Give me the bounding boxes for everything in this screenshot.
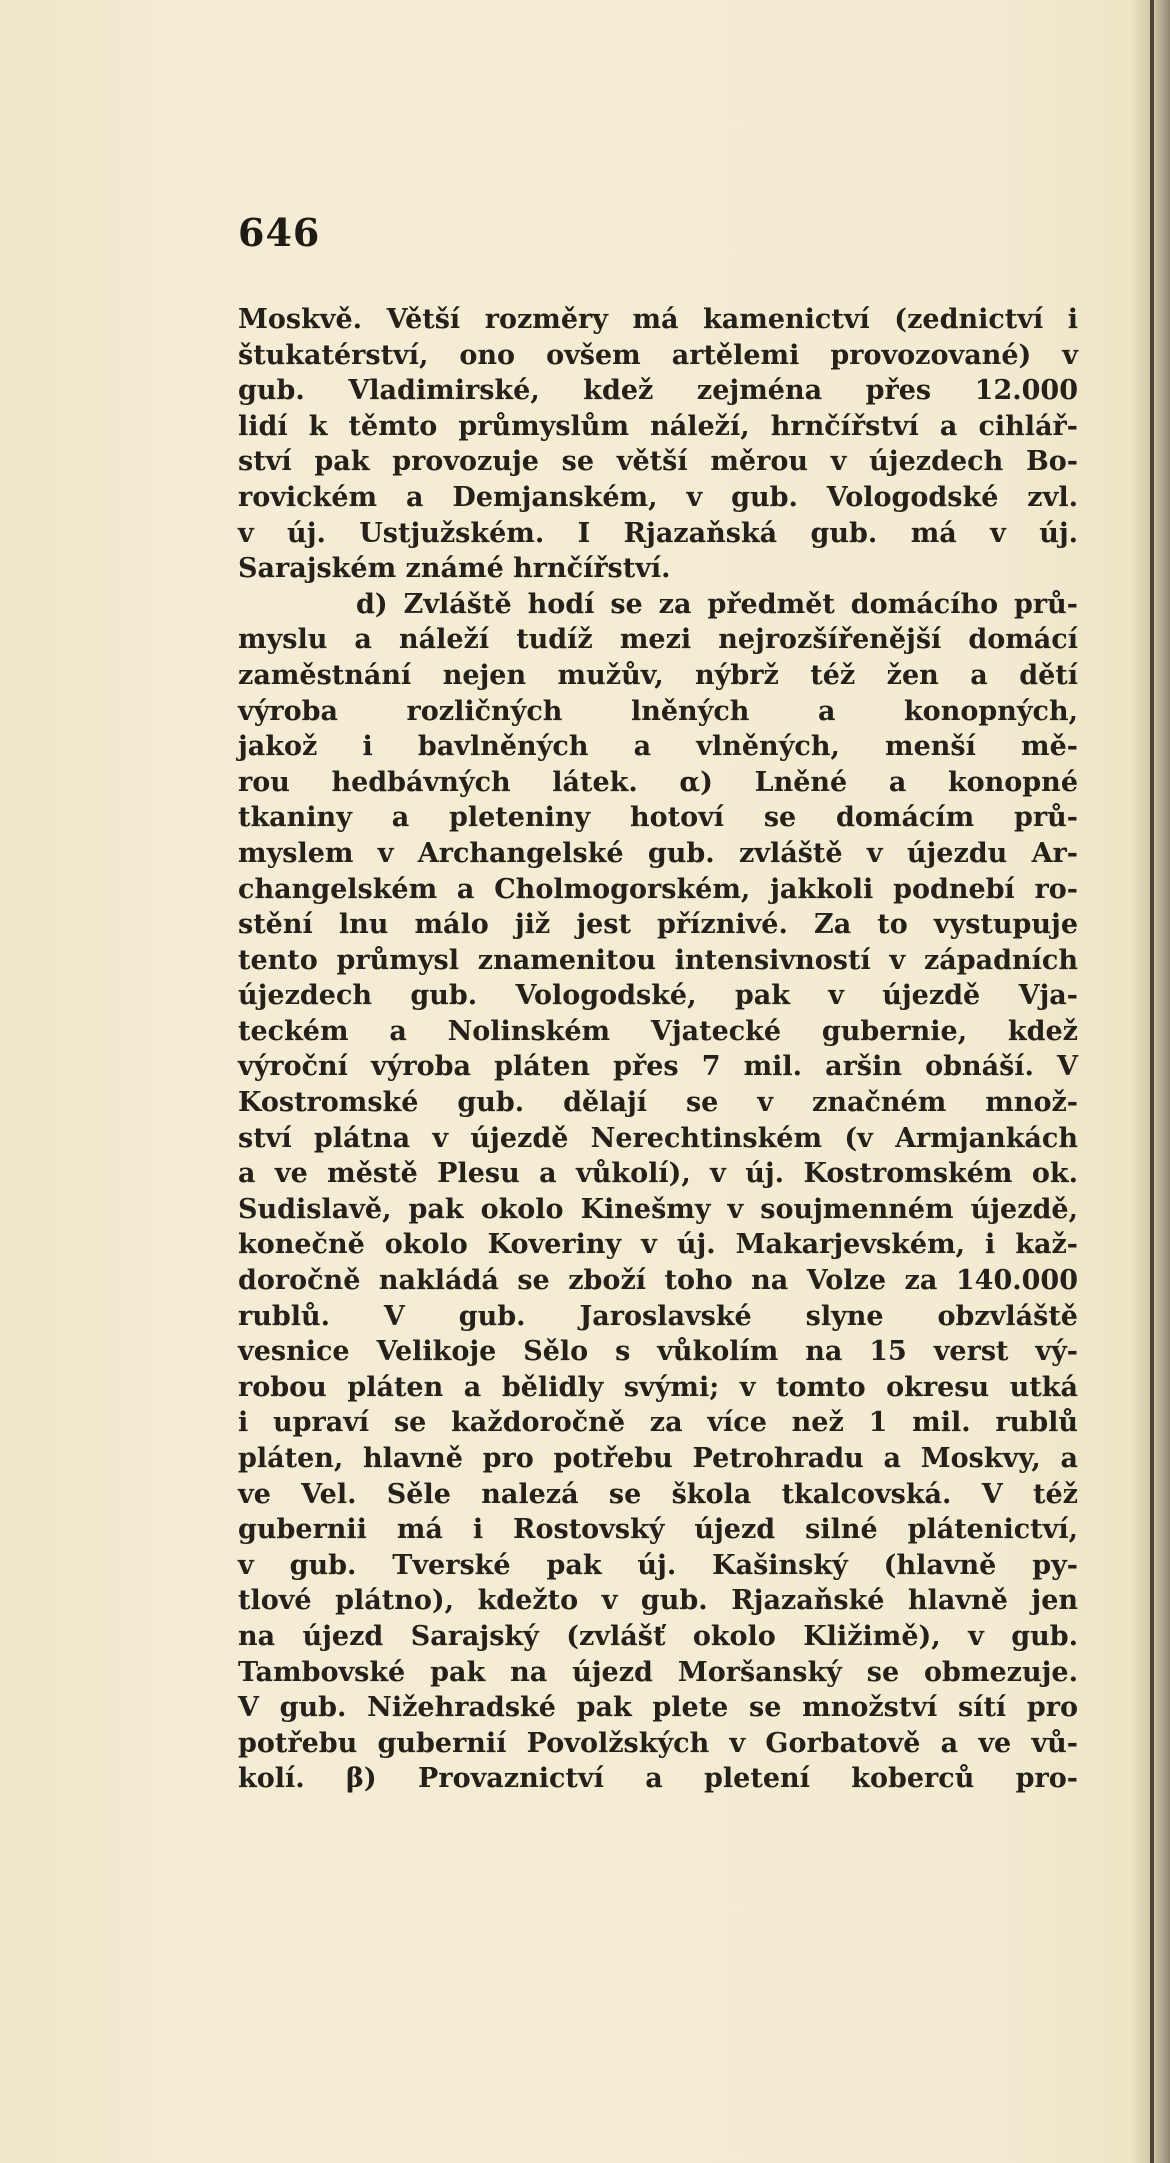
text-line: myslu a náleží tudíž mezi nejrozšířenější domácí — [238, 624, 1078, 656]
text-line: gub. Vladimirské, kdež zejména přes 12.000 — [238, 375, 1078, 407]
text-line: Moskvě. Větší rozměry má kamenictví (zednictví i — [238, 304, 1078, 335]
text-line: doročně nakládá se zboží toho na Volze za 140.000 — [238, 1265, 1078, 1297]
page-number: 646 — [238, 210, 321, 255]
text-line: zaměstnání nejen mužův, nýbrž též žen a dětí — [238, 659, 1078, 691]
text-line: a ve městě Plesu a vůkolí), v új. Kostromském ok. — [238, 1158, 1078, 1190]
text-line: na újezd Sarajský (zvlášť okolo Kližimě), v gub. — [238, 1620, 1078, 1652]
text-line: robou pláten a bělidly svými; v tomto okresu utká — [238, 1371, 1078, 1403]
text-line: gubernii má i Rostovský újezd silné plátenictví, — [238, 1514, 1078, 1546]
text-line: Tambovské pak na újezd Moršanský se obmezuje. — [238, 1656, 1078, 1688]
body-text — [238, 302, 1078, 1797]
text-line: myslem v Archangelské gub. zvláště v újezdu Ar- — [238, 837, 1078, 869]
text-line: teckém a Nolinském Vjatecké gubernie, kdež — [238, 1015, 1078, 1047]
text-line: tkaniny a pleteniny hotoví se domácím prů- — [238, 802, 1078, 834]
text-line: Sudislavě, pak okolo Kinešmy v soujmenném újezdě, — [238, 1193, 1078, 1225]
text-line: tlové plátno), kdežto v gub. Rjazaňské hlavně jen — [238, 1585, 1078, 1617]
text-line: ství pak provozuje se větší měrou v újezdech Bo- — [238, 446, 1078, 478]
paragraph-start-line: d) Zvláště hodí se za předmět domácího prů- — [356, 588, 1078, 620]
text-line: potřebu gubernií Povolžských v Gorbatově a ve vů- — [238, 1727, 1078, 1759]
text-line: pláten, hlavně pro potřebu Petrohradu a Moskvy, a — [238, 1443, 1078, 1474]
text-line: v új. Ustjužském. I Rjazaňská gub. má v új. — [238, 517, 1078, 549]
text-line: štukatérství, ono ovšem artělemi provozované) v — [238, 339, 1078, 371]
text-line: Kostromské gub. dělají se v značném množ- — [238, 1087, 1078, 1119]
text-line: konečně okolo Koveriny v új. Makarjevském, i kaž- — [238, 1229, 1078, 1261]
text-line: výroční výroba pláten přes 7 mil. aršin obnáší. V — [238, 1051, 1078, 1083]
text-line: i upraví se každoročně za více než 1 mil. rublů — [238, 1407, 1078, 1439]
text-line: vesnice Velikoje Sělo s vůkolím na 15 verst vý- — [238, 1336, 1078, 1368]
page-edge-line — [1150, 0, 1154, 2163]
text-line: výroba rozličných lněných a konopných, — [238, 695, 1078, 727]
text-line: rou hedbávných látek. α) Lněné a konopné — [238, 766, 1078, 798]
text-line: changelském a Cholmogorském, jakkoli podnebí ro- — [238, 873, 1078, 905]
text-line: v gub. Tverské pak új. Kašinský (hlavně py- — [238, 1549, 1078, 1581]
text-line: Sarajském známé hrnčířství. — [238, 553, 671, 585]
text-line: tento průmysl znamenitou intensivností v západních — [238, 944, 1078, 976]
text-line: ství plátna v újezdě Nerechtinském (v Armjankách — [238, 1122, 1078, 1154]
text-line: ve Vel. Sěle nalezá se škola tkalcovská. V též — [238, 1478, 1078, 1510]
text-line: V gub. Nižehradské pak plete se množství sítí pro — [238, 1692, 1078, 1724]
text-line: rovickém a Demjanském, v gub. Vologodské zvl. — [238, 481, 1078, 513]
text-line: kolí. β) Provaznictví a pletení koberců pro- — [238, 1763, 1078, 1795]
text-line: stění lnu málo již jest příznivé. Za to vystupuje — [238, 909, 1078, 941]
text-line: rublů. V gub. Jaroslavské slyne obzvláště — [238, 1300, 1078, 1332]
text-line: jakož i bavlněných a vlněných, menší mě- — [238, 731, 1078, 763]
text-line: újezdech gub. Vologodské, pak v újezdě Vja- — [238, 980, 1078, 1012]
text-line: lidí k těmto průmyslům náleží, hrnčířství a cihlář- — [238, 410, 1078, 442]
